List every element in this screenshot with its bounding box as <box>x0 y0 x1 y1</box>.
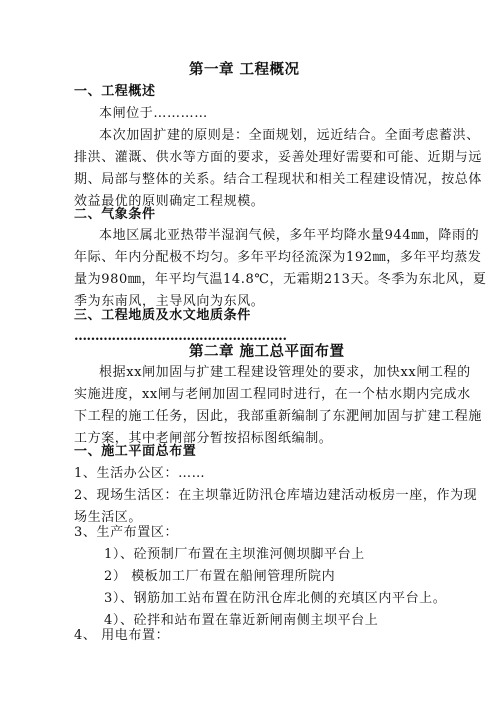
paragraph-line: 本闸位于………… <box>99 106 208 121</box>
paragraph-line: 期、局部与整体的关系。结合工程现状和相关工程建设情况，按总体 <box>74 172 483 187</box>
chapter-1-title: 第一章 工程概况 <box>189 61 300 78</box>
list-item: 2、现场生活区：在主坝靠近防汛仓库墙边建活动板房一座，作为现 <box>74 488 478 503</box>
chapter-2-title: 第二章 施工总平面布置 <box>189 343 345 360</box>
sub-list-item: 1）、砼预制厂布置在主坝淮河侧坝脚平台上 <box>104 547 365 562</box>
sub-list-item: 3）、钢筋加工站布置在防汛仓库北侧的充填区内平台上。 <box>104 591 447 606</box>
paragraph-line: 本次加固扩建的原则是：全面规划，远近结合。全面考虑蓄洪、 <box>99 128 480 143</box>
list-item: 场生活区。 <box>74 510 143 525</box>
section-3-heading: 三、工程地质及水文地质条件 <box>74 308 251 323</box>
paragraph-line: 实施进度，xx闸与老闸加固工程同时进行，在一个枯水期内完成水 <box>74 387 471 402</box>
sub-list-item: 4）、砼拌和站布置在靠近新闸南侧主坝平台上 <box>104 613 379 628</box>
list-item: 3、生产布置区： <box>74 525 179 540</box>
list-item: 4、 用电布置： <box>74 628 170 643</box>
paragraph-line: 量为980㎜，年平均气温14.8℃，无霜期213天。冬季为东北风，夏 <box>74 272 487 287</box>
paragraph-line: 排洪、灌溉、供水等方面的要求，妥善处理好需要和可能、近期与远 <box>74 150 483 165</box>
sub-list-item: 2） 模板加工厂布置在船闸管理所院内 <box>104 569 336 584</box>
section-1-heading: 一、工程概述 <box>74 84 156 99</box>
section-2-heading: 二、气象条件 <box>74 207 156 222</box>
paragraph-line: 年际、年内分配极不均匀。多年平均径流深为192㎜，多年平均蒸发 <box>74 250 482 265</box>
ellipsis-placeholder: …………………………………………… <box>74 329 287 344</box>
section-heading: 一、施工平面总布置 <box>74 444 197 459</box>
list-item: 1、生活办公区：…… <box>74 466 206 481</box>
paragraph-line: 下工程的施工任务，因此，我部重新编制了东淝闸加固与扩建工程施 <box>74 409 483 424</box>
paragraph-line: 工方案，其中老闸部分暂按招标图纸编制。 <box>74 431 333 446</box>
paragraph-line: 季为东南风，主导风向为东风。 <box>74 294 265 309</box>
paragraph-line: 根据xx闸加固与扩建工程建设管理处的要求，加快xx闸工程的 <box>99 365 471 380</box>
paragraph-line: 效益最优的原则确定工程规模。 <box>74 194 265 209</box>
paragraph-line: 本地区属北亚热带半湿润气候，多年平均降水量944㎜，降雨的 <box>99 228 480 243</box>
